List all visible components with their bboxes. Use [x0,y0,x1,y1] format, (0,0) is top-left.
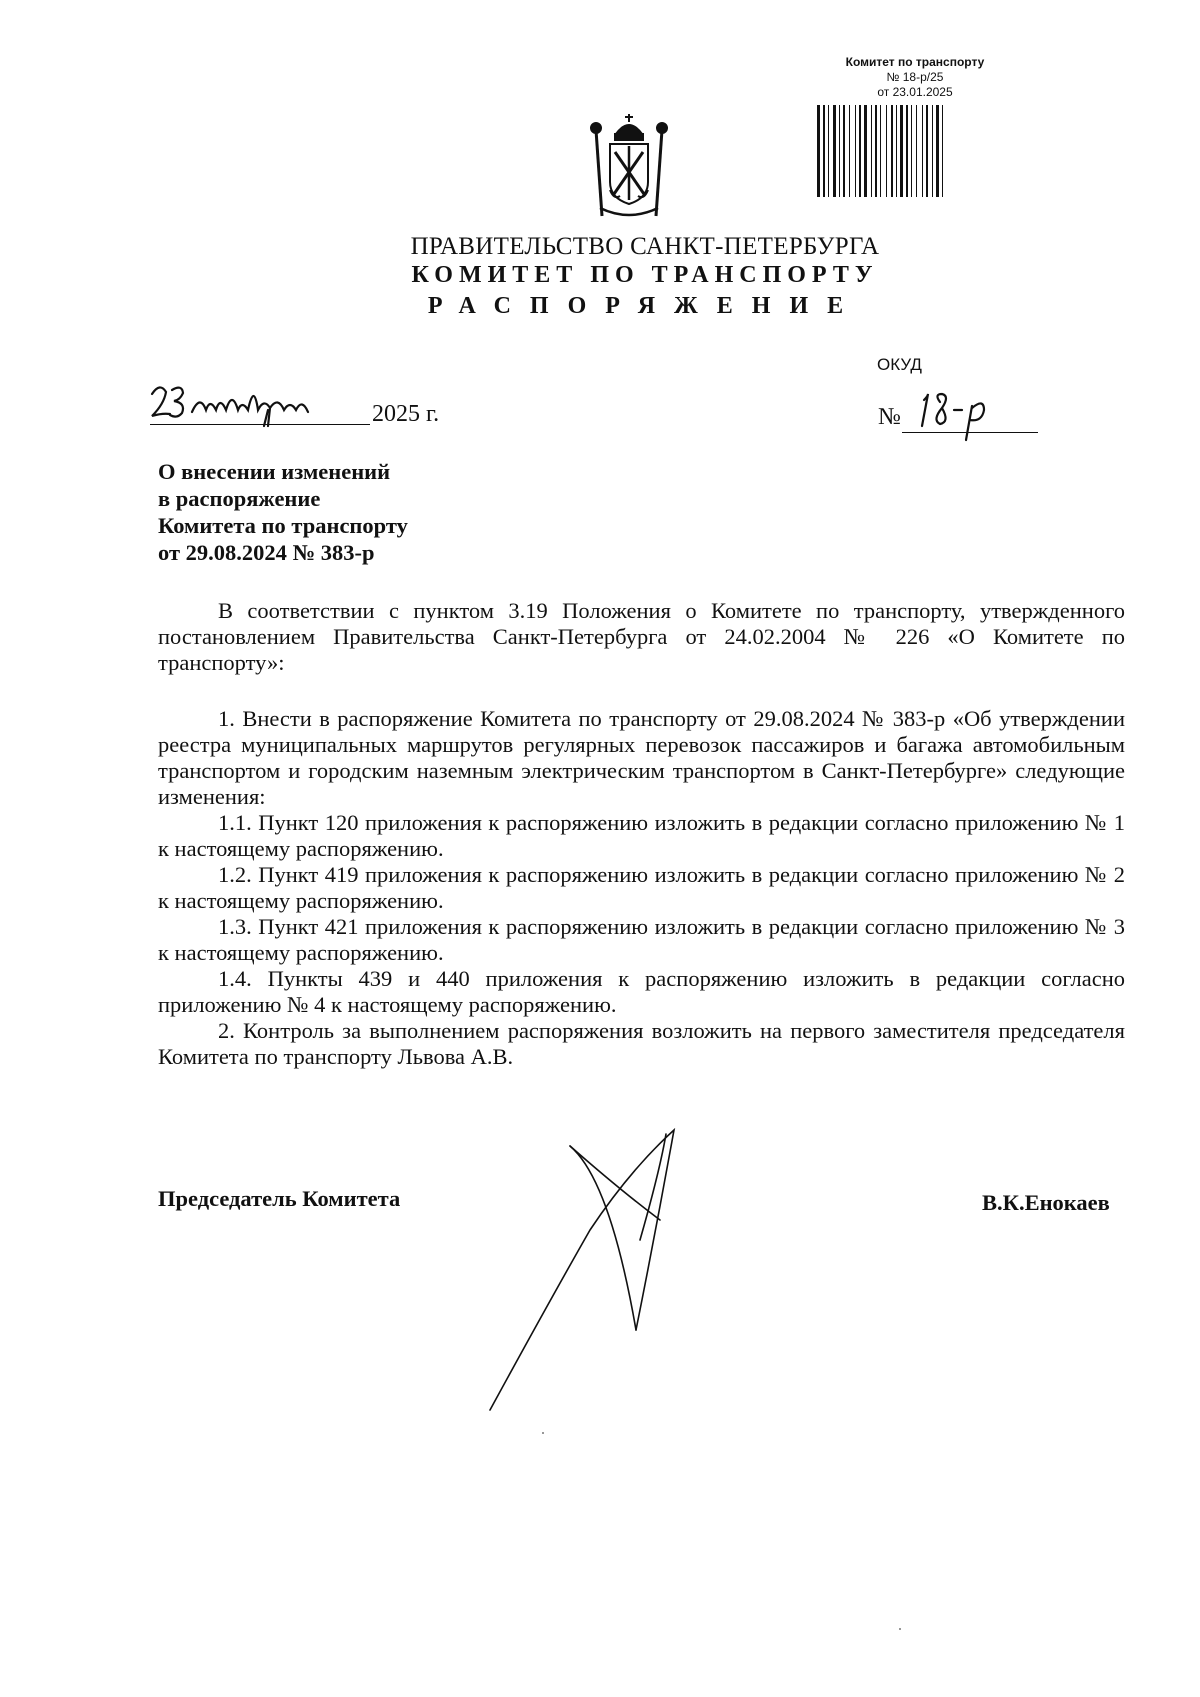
order-item: 1.3. Пункт 421 приложения к распоряжению изложить в редакции согласно приложению № 3 к настоящему распоряжению. [158,914,1125,965]
scan-speck [542,1432,544,1434]
barcode-bar [922,105,923,197]
barcode-bar [859,105,861,197]
barcode-bar [843,105,845,197]
number-label: № [878,404,901,430]
barcode-bar [875,105,877,197]
scan-speck [899,1628,901,1630]
stamp-org: Комитет по транспорту [845,55,985,69]
barcode-bar [855,105,856,197]
document-subject [158,458,408,566]
subject-line: от 29.08.2024 № 383-р [158,540,375,565]
barcode-bar [839,105,840,197]
barcode-bar [817,105,820,197]
barcode-bar [942,105,943,197]
committee-title: КОМИТЕТ ПО ТРАНСПОРТУ [411,262,879,288]
order-item: 1. Внести в распоряжение Комитета по транспорту от 29.08.2024 № 383-р «Об утверждении реестра муниципальных маршрутов регулярных перевозок пассажиров и багажа автомобильным транспортом и городским наземным электрическим транспортом в Санкт-Петербурге» следующие изменения: [158,706,1125,809]
barcode-bar [916,105,917,197]
document-type-title: РАСПОРЯЖЕНИЕ [427,293,863,319]
stamp-date: от 23.01.2025 [877,85,953,99]
signatory-title: Председатель Комитета [158,1186,401,1211]
barcode-bar [906,105,908,197]
signatory-name: В.К.Енокаев [982,1190,1110,1215]
barcode-bar [823,105,825,197]
date-underline [150,424,370,425]
barcode-bar [828,105,829,197]
barcode-bar [880,105,881,197]
coat-of-arms-icon [588,112,670,224]
barcode-bar [900,105,903,197]
barcode-bar [864,105,867,197]
barcode-bar [926,105,928,197]
handwritten-number [910,386,1000,442]
registration-stamp [820,55,1010,100]
order-item: 1.1. Пункт 120 приложения к распоряжению изложить в редакции согласно приложению № 1 к настоящему распоряжению. [158,810,1125,861]
barcode-bar [833,105,836,197]
date-year: 2025 г. [372,401,440,427]
order-item: 1.4. Пункты 439 и 440 приложения к распоряжению изложить в редакции согласно приложению № 4 к настоящему распоряжению. [158,966,1125,1017]
stamp-number: № 18-р/25 [886,70,944,84]
subject-line: Комитета по транспорту [158,513,408,538]
order-items [158,706,1125,1070]
preamble-text: В соответствии с пунктом 3.19 Положения о Комитете по транспорту, утвержденного постановлением Правительства Санкт-Петербурга от 24.02.2004 № 226 «О Комитете по транспорту»: [158,598,1125,675]
handwritten-date [150,380,362,428]
preamble-paragraph [158,598,1125,676]
barcode-bar [871,105,872,197]
barcode-bar [936,105,939,197]
barcode-bar [896,105,897,197]
barcode-graphic [815,105,1015,200]
number-underline [902,432,1038,433]
subject-line: в распоряжение [158,486,321,511]
barcode-bar [886,105,887,197]
barcode-bar [911,105,912,197]
order-item: 1.2. Пункт 419 приложения к распоряжению изложить в редакции согласно приложению № 2 к настоящему распоряжению. [158,862,1125,913]
barcode-bar [932,105,933,197]
barcode-bar [891,105,893,197]
order-item: 2. Контроль за выполнением распоряжения возложить на первого заместителя председателя Комитета по транспорту Львова А.В. [158,1018,1125,1069]
okud-label: ОКУД [877,355,922,374]
barcode-bar [849,105,850,197]
subject-line: О внесении изменений [158,459,391,484]
handwritten-signature [460,1110,740,1420]
government-title: ПРАВИТЕЛЬСТВО САНКТ-ПЕТЕРБУРГА [410,233,880,260]
